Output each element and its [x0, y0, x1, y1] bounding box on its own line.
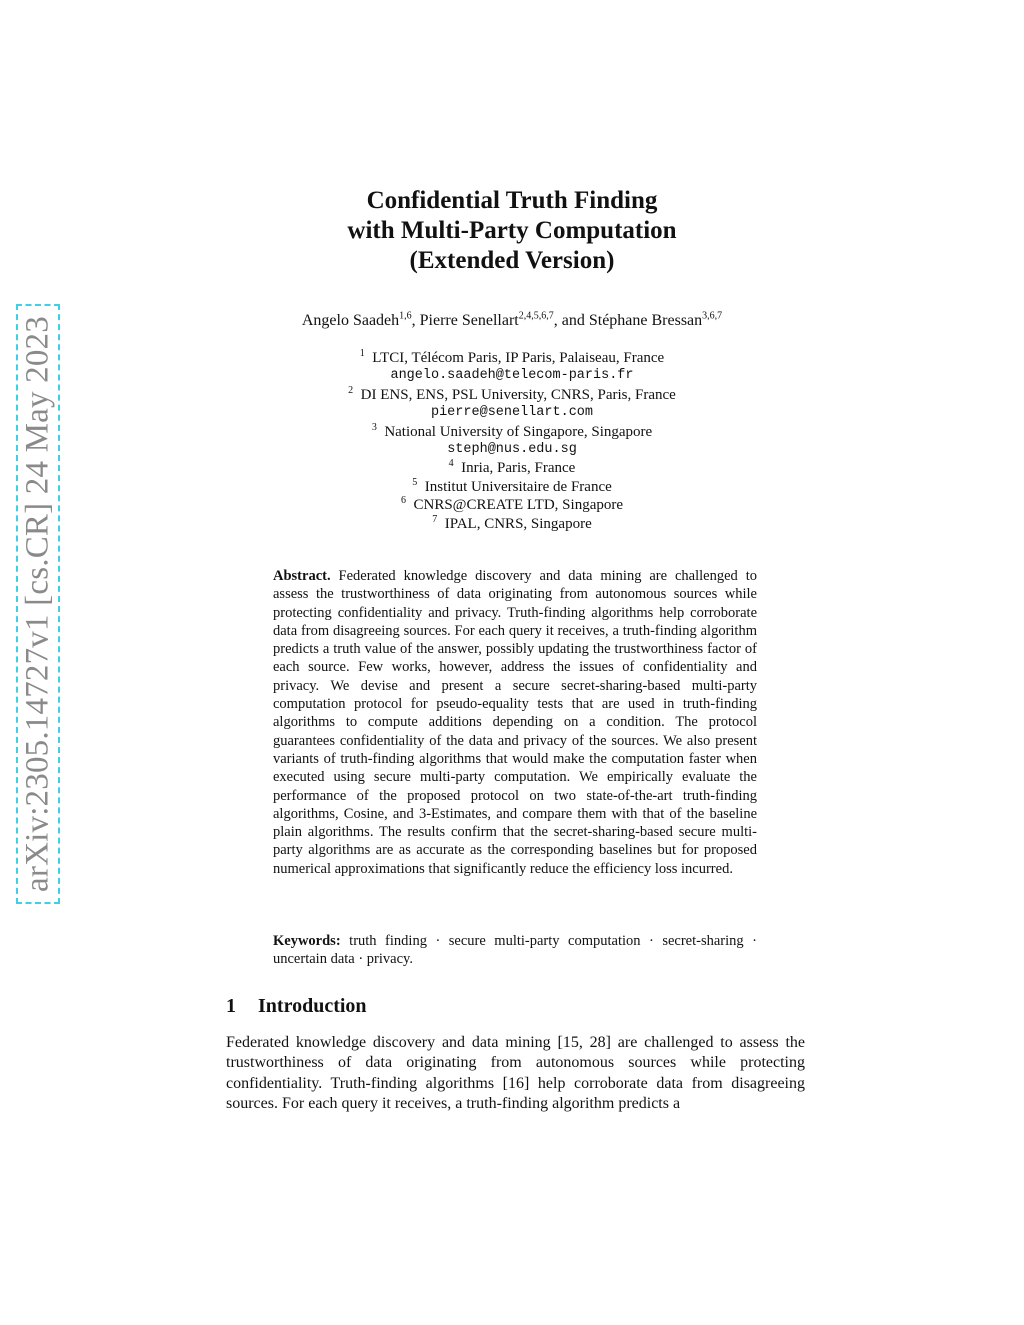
affiliation-number: 4	[448, 458, 454, 470]
author-name: Pierre Senellart	[419, 312, 519, 329]
affiliation-text: LTCI, Télécom Paris, IP Paris, Palaiseau, France	[372, 350, 665, 366]
author-name: Stéphane Bressan	[588, 312, 703, 329]
affiliation	[262, 459, 762, 477]
author-email[interactable]: pierre@senellart.com	[430, 405, 594, 421]
author-affiliation-marks: 2,4,5,6,7	[518, 310, 554, 322]
author-affiliation-marks: 1,6	[399, 310, 412, 322]
affiliation-number: 2	[348, 384, 354, 396]
affiliation-number: 7	[432, 513, 438, 525]
title-line: Confidential Truth Finding	[366, 187, 658, 214]
abstract-text: Federated knowledge discovery and data mining are challenged to assess the trustworthiness of data originating from autonomous sources while protecting confidentiality and privacy. Truth-finding algorithms help corroborate data from disagreeing sources. For each query it receives, a truth-finding algorithm predicts a truth value of the answer, possibly updating the trustworthiness factor of each source. Few works, however, address the issues of confidentiality and privacy. We devise and present a secure secret-sharing-based multi-party computation protocol for pseudo-equality tests that are used in truth-finding algorithms to compute additions depending on a condition. The protocol guarantees confidentiality of the data and privacy of the sources. We also present variants of truth-finding algorithms that would make the computation faster when executed using secure multi-party computation. We empirically evaluate the performance of the proposed protocol on two state-of-the-art truth-finding algorithms, Cosine, and 3-Estimates, and compare them with that of the baseline plain algorithms. The results confirm that the secret-sharing-based secure multi-party algorithms are as accurate as the corresponding baselines but for proposed numerical approximations that significantly reduce the efficiency loss incurred.	[273, 568, 757, 877]
affiliation	[262, 515, 762, 533]
section-number: 1	[226, 995, 236, 1017]
affiliation-number: 5	[412, 476, 418, 488]
affiliation	[262, 386, 762, 404]
affiliation-list	[262, 349, 762, 533]
paper-title	[262, 186, 762, 276]
author-separator: ,	[411, 312, 420, 329]
affiliation-text: DI ENS, ENS, PSL University, CNRS, Paris, France	[360, 386, 676, 403]
section-heading	[226, 995, 367, 1018]
keywords-text: truth finding · secure multi-party computation · secret-sharing · uncertain data · privacy.	[273, 933, 757, 968]
affiliation	[262, 349, 762, 367]
affiliation-number: 6	[400, 495, 406, 507]
author-email[interactable]: angelo.saadeh@telecom-paris.fr	[390, 368, 634, 384]
affiliation-text: CNRS@CREATE LTD, Singapore	[413, 497, 624, 514]
affiliation	[262, 478, 762, 496]
affiliation-text: Inria, Paris, France	[461, 460, 576, 477]
author-separator: , and	[553, 312, 589, 329]
affiliation	[262, 423, 762, 441]
keywords-label: Keywords:	[273, 933, 341, 949]
affiliation	[262, 496, 762, 514]
affiliation-number: 1	[359, 348, 365, 359]
affiliation-number: 3	[371, 421, 377, 433]
affiliation-text: Institut Universitaire de France	[424, 478, 612, 495]
title-line: (Extended Version)	[409, 247, 615, 274]
affiliation-text: IPAL, CNRS, Singapore	[444, 515, 592, 532]
author-email[interactable]: steph@nus.edu.sg	[447, 442, 577, 458]
section-title: Introduction	[258, 995, 367, 1017]
abstract-label: Abstract.	[273, 568, 331, 584]
author-name: Angelo Saadeh	[301, 312, 400, 329]
arxiv-side-stamp	[16, 304, 60, 904]
introduction-paragraph: Federated knowledge discovery and data mining [15, 28] are challenged to assess the trustworthiness of data originating from autonomous sources while protecting confidentiality. Truth-finding algorithms [16] help corroborate data from disagreeing sources. For each query it receives, a truth-finding algorithm predicts a	[226, 1034, 805, 1113]
title-line: with Multi-Party Computation	[347, 217, 677, 244]
keywords	[273, 932, 757, 969]
author-affiliation-marks: 3,6,7	[702, 310, 723, 322]
author-list	[180, 312, 844, 330]
arxiv-identifier: arXiv:2305.14727v1 [cs.CR] 24 May 2023	[19, 316, 56, 892]
abstract	[273, 567, 757, 878]
affiliation-text: National University of Singapore, Singapore	[384, 423, 653, 440]
